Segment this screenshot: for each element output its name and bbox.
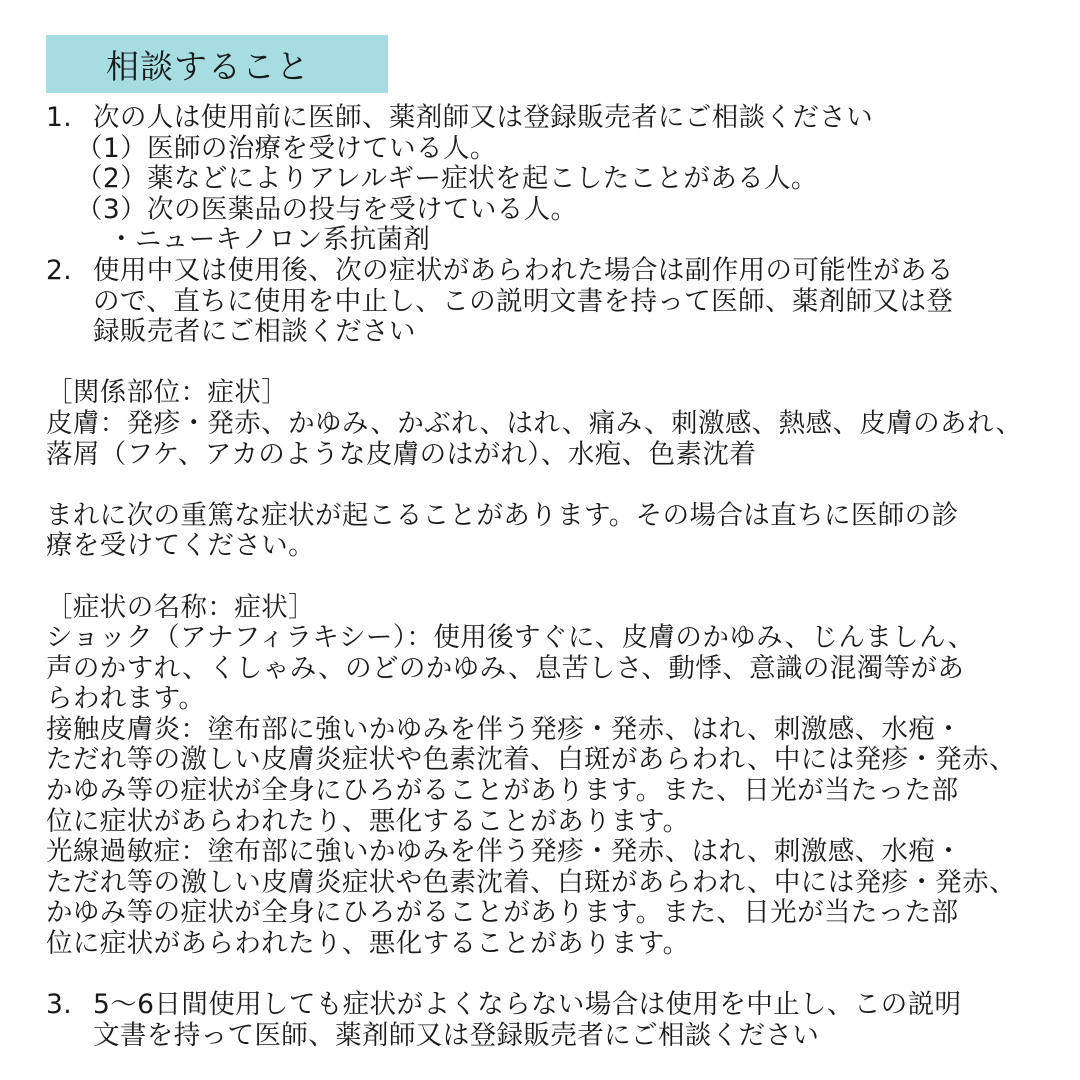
item-1-number: 1. bbox=[46, 102, 73, 133]
symptoms-line-7: 位に症状があらわれたり、悪化することがあります。 bbox=[46, 805, 690, 837]
rare-line-1: まれに次の重篤な症状が起こることがあります。その場合は直ちに医師の診 bbox=[46, 499, 959, 531]
rare-line-2: 療を受けてください。 bbox=[46, 530, 315, 562]
item-1 bbox=[46, 103, 1046, 134]
item-3-line-2: 文書を持って医師、薬剤師又は登録販売者にご相談ください bbox=[93, 1019, 820, 1051]
item-3 bbox=[46, 990, 1046, 1021]
section-heading-text: 相談すること bbox=[106, 46, 310, 86]
related-header: ［関係部位：症状］ bbox=[46, 377, 289, 409]
item-3-number: 3. bbox=[46, 989, 73, 1021]
symptoms-line-4: 接触皮膚炎：塗布部に強いかゆみを伴う発疹・発赤、はれ、刺激感、水疱・ bbox=[46, 713, 963, 745]
related-line-2: 落屑（フケ、アカのような皮膚のはがれ）、水疱、色素沈着 bbox=[46, 438, 757, 470]
symptoms-line-8: 光線過敏症：塗布部に強いかゆみを伴う発疹・発赤、はれ、刺激感、水疱・ bbox=[46, 836, 963, 868]
document-body bbox=[46, 103, 1046, 1051]
symptoms-line-9: ただれ等の激しい皮膚炎症状や色素沈着、白斑があらわれ、中には発疹・発赤、 bbox=[46, 866, 1016, 898]
item-3-line-1: 5～6日間使用しても症状がよくならない場合は使用を中止し、この説明 bbox=[93, 989, 962, 1021]
item-2 bbox=[46, 256, 1046, 287]
section-heading bbox=[46, 35, 388, 93]
item-1-sub-1: （1）医師の治療を受けている人。 bbox=[76, 132, 497, 164]
item-1-bullet: ・ニューキノロン系抗菌剤 bbox=[108, 224, 431, 256]
item-2-line-1: 使用中又は使用後、次の症状があらわれた場合は副作用の可能性がある bbox=[93, 254, 954, 286]
spacer bbox=[46, 562, 1046, 593]
related-line-1: 皮膚：発疹・発赤、かゆみ、かぶれ、はれ、痛み、刺激感、熱感、皮膚のあれ、 bbox=[46, 407, 1023, 439]
symptoms-line-1: ショック（アナフィラキシー）：使用後すぐに、皮膚のかゆみ、じんましん、 bbox=[46, 622, 975, 654]
item-2-line-3: 録販売者にご相談ください bbox=[93, 316, 416, 348]
item-1-sub-3: （3）次の医薬品の投与を受けている人。 bbox=[76, 193, 578, 225]
symptoms-line-6: かゆみ等の症状が全身にひろがることがあります。また、日光が当たった部 bbox=[46, 775, 959, 807]
item-1-text: 次の人は使用前に医師、薬剤師又は登録販売者にご相談ください bbox=[93, 102, 874, 133]
symptoms-line-10: かゆみ等の症状が全身にひろがることがあります。また、日光が当たった部 bbox=[46, 897, 959, 929]
symptoms-line-5: ただれ等の激しい皮膚炎症状や色素沈着、白斑があらわれ、中には発疹・発赤、 bbox=[46, 744, 1016, 776]
item-2-number: 2. bbox=[46, 254, 73, 286]
item-1-sub-2: （2）薬などによりアレルギー症状を起こしたことがある人。 bbox=[76, 163, 818, 195]
symptoms-line-11: 位に症状があらわれたり、悪化することがあります。 bbox=[46, 928, 690, 960]
symptoms-line-2: 声のかすれ、くしゃみ、のどのかゆみ、息苦しさ、動悸、意識の混濁等があ bbox=[46, 652, 965, 684]
symptoms-header: ［症状の名称：症状］ bbox=[46, 591, 315, 623]
spacer bbox=[46, 470, 1046, 501]
spacer bbox=[46, 960, 1046, 991]
item-2-line-2: ので、直ちに使用を中止し、この説明文書を持って医師、薬剤師又は登 bbox=[93, 285, 954, 317]
symptoms-line-3: らわれます。 bbox=[46, 683, 206, 715]
spacer bbox=[46, 348, 1046, 379]
